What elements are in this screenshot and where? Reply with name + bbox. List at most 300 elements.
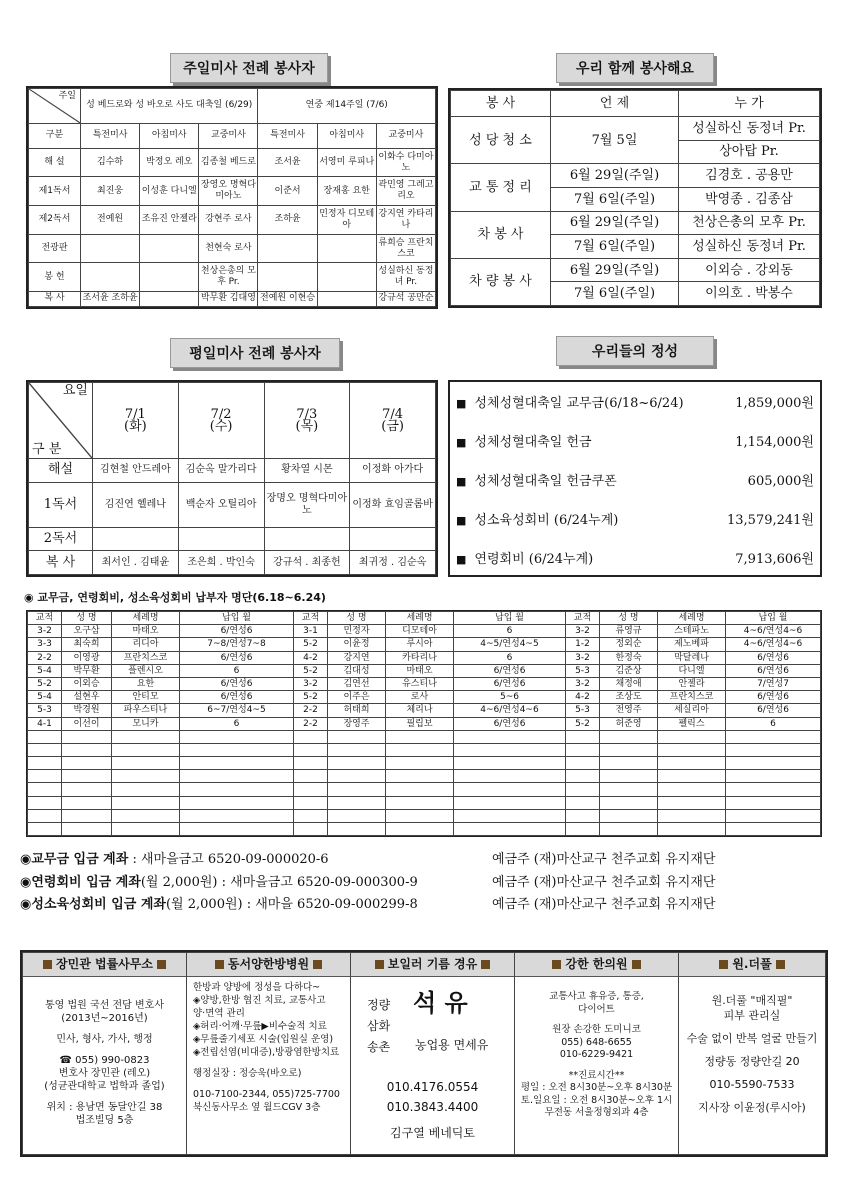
- payer-cell: 6: [454, 625, 566, 638]
- together-header: 언 제: [551, 91, 679, 117]
- sunday-cell: 전예원: [81, 206, 140, 235]
- group-date: 6월 29일(주일): [551, 164, 679, 188]
- payer-cell: 로사: [386, 691, 454, 704]
- payer-cell: 6: [180, 717, 294, 730]
- payer-cell: 플렌시오: [112, 664, 180, 677]
- payer-cell: 마태오: [112, 625, 180, 638]
- ad-line: (2013년~2016년): [61, 1013, 148, 1024]
- weekday-cell: 강규석 . 최종헌: [264, 551, 350, 575]
- payer-cell: 오구삼: [62, 625, 112, 638]
- offering-box: [448, 380, 822, 577]
- payer-cell: 리디아: [112, 638, 180, 651]
- payers-header: 교적: [566, 612, 600, 625]
- payer-cell: 6: [726, 717, 821, 730]
- payer-cell: [180, 823, 294, 836]
- weekday-cell: 이정화 아가다: [350, 459, 436, 483]
- payers-title: ◉ 교무금, 연령회비, 성소육성회비 납부자 명단(6.18~6.24): [24, 591, 326, 604]
- ad-line: 정량동 정량안길 20: [704, 1055, 800, 1068]
- ad-line: [193, 1080, 350, 1088]
- sunday-cell: 강규석 공만순: [376, 291, 435, 306]
- payer-cell: [28, 743, 62, 756]
- ad-line: [23, 1025, 186, 1033]
- row-label: 1독서: [29, 482, 93, 527]
- payer-cell: 3-3: [28, 638, 62, 651]
- payer-cell: 3-1: [294, 625, 328, 638]
- payer-cell: [566, 783, 600, 796]
- payer-cell: 4-2: [566, 691, 600, 704]
- payer-cell: [600, 770, 658, 783]
- payer-cell: [600, 757, 658, 770]
- offering-amount: 1,154,000원: [735, 435, 814, 450]
- payer-cell: [28, 757, 62, 770]
- payer-cell: [62, 809, 112, 822]
- payer-cell: 조상도: [600, 691, 658, 704]
- payer-cell: 디모테아: [386, 625, 454, 638]
- account-holder: 예금주 (재)마산교구 천주교회 유지재단: [492, 875, 716, 890]
- payer-cell: 안티모: [112, 691, 180, 704]
- ad-line: 010-6229-9421: [559, 1049, 634, 1060]
- payer-cell: [726, 783, 821, 796]
- payer-cell: 6: [180, 664, 294, 677]
- weekday-day: 7/2 (수): [178, 383, 264, 459]
- ad-line: **진료시간**: [568, 1069, 625, 1081]
- payer-cell: [112, 823, 180, 836]
- ad-line: 지사장 이윤정(루시아): [698, 1101, 806, 1114]
- payer-cell: [454, 743, 566, 756]
- payer-cell: 필립보: [386, 717, 454, 730]
- payer-cell: [658, 770, 726, 783]
- payer-cell: 루시아: [386, 638, 454, 651]
- payer-cell: 2-2: [294, 704, 328, 717]
- payer-cell: 3-2: [566, 677, 600, 690]
- ad-line: [23, 1093, 186, 1101]
- payer-cell: 7~8/연성7~8: [180, 638, 294, 651]
- payer-cell: [180, 783, 294, 796]
- ad-line: 055) 648-6655: [561, 1036, 632, 1048]
- payers-table: [26, 610, 822, 837]
- offering-amount: 7,913,606원: [735, 552, 814, 567]
- payers-header: 납입 월: [726, 612, 821, 625]
- payer-cell: [28, 730, 62, 743]
- payer-cell: [726, 770, 821, 783]
- together-table: [448, 88, 822, 308]
- sunday-cell: [317, 291, 376, 306]
- sunday-cell: 조서윤 조하윤: [81, 291, 140, 306]
- payer-cell: 김준상: [600, 664, 658, 677]
- payer-cell: [454, 770, 566, 783]
- payer-cell: [28, 770, 62, 783]
- payer-cell: 6/연성6: [726, 664, 821, 677]
- corner-bottom: 구분: [29, 123, 81, 148]
- ad-line: 김구열 베네딕토: [390, 1126, 475, 1140]
- payer-cell: [328, 770, 386, 783]
- ad-line: ☎ 055) 990-0823: [59, 1055, 150, 1066]
- payer-cell: [180, 796, 294, 809]
- group-who: 박영종 . 김종삼: [679, 187, 820, 211]
- payer-cell: 박경원: [62, 704, 112, 717]
- ad-line: 010.3843.4400: [386, 1100, 479, 1114]
- ad-line: [23, 1046, 186, 1054]
- ad-line: ◈전립선염(비대증),방광염한방치료: [193, 1047, 340, 1058]
- offering-amount: 1,859,000원: [735, 396, 814, 411]
- payer-cell: 4~6/연성4~6: [726, 638, 821, 651]
- payer-cell: [386, 743, 454, 756]
- payer-cell: [294, 743, 328, 756]
- payer-cell: [62, 743, 112, 756]
- ad-line: [515, 1062, 678, 1070]
- row-label: 전광판: [29, 234, 81, 263]
- weekday-cell: 황차열 시몬: [264, 459, 350, 483]
- payer-cell: [658, 783, 726, 796]
- payer-cell: 민정자: [328, 625, 386, 638]
- payer-cell: 장영주: [328, 717, 386, 730]
- payer-cell: 5-4: [28, 691, 62, 704]
- sunday-cell: 장영오 명혁다미아노: [199, 177, 258, 206]
- payer-cell: [726, 757, 821, 770]
- payer-cell: 7/연성7: [726, 677, 821, 690]
- offering-text: 성체성혈대축일 교무금(6/18~6/24): [474, 396, 684, 411]
- group-label: 차 량 봉 사: [451, 258, 551, 305]
- weekday-cell: 김순옥 말가리다: [178, 459, 264, 483]
- payer-cell: 6/연성6: [726, 704, 821, 717]
- offering-amount: 13,579,241원: [727, 513, 814, 528]
- payer-cell: [328, 783, 386, 796]
- payer-cell: [386, 783, 454, 796]
- ad-line: 010-7100-2344, 055)725-7700: [193, 1089, 340, 1100]
- payer-cell: 제노베파: [658, 638, 726, 651]
- ad-line: [679, 1092, 825, 1100]
- account-holder: 예금주 (재)마산교구 천주교회 유지재단: [492, 897, 716, 912]
- sunday-cell: [140, 291, 199, 306]
- payer-cell: 5-2: [294, 638, 328, 651]
- payer-cell: 정외순: [600, 638, 658, 651]
- account-line: ◉성소육성회비 입금 계좌(월 2,000원) : 새마을 6520-09-000299-8: [20, 897, 418, 912]
- sunday-cell: 강지연 카타리나: [376, 206, 435, 235]
- payer-cell: 5-3: [566, 704, 600, 717]
- sunday-title: 주일미사 전례 봉사자: [170, 53, 328, 83]
- weekday-cell: 김진연 헬레나: [93, 482, 179, 527]
- payer-cell: 3-2: [566, 625, 600, 638]
- payer-cell: [328, 743, 386, 756]
- group-who: 이외승 . 강외동: [679, 258, 820, 282]
- payer-cell: 6: [454, 651, 566, 664]
- payers-header: 세례명: [112, 612, 180, 625]
- payer-cell: 요한: [112, 677, 180, 690]
- payer-cell: [112, 757, 180, 770]
- payer-cell: [328, 757, 386, 770]
- payer-cell: [62, 823, 112, 836]
- group-who: 성실하신 동정녀 Pr.: [679, 117, 820, 141]
- weekday-cell: 이정화 효임골롬바: [350, 482, 436, 527]
- payer-cell: [294, 783, 328, 796]
- payer-cell: 4-1: [28, 717, 62, 730]
- payers-header: 세례명: [658, 612, 726, 625]
- ad-line: ◈양방,한방 협진 치료, 교통사고: [193, 995, 326, 1006]
- payer-cell: 6~7/연성4~5: [180, 704, 294, 717]
- payer-cell: [386, 730, 454, 743]
- group-who: 상아탑 Pr.: [679, 140, 820, 164]
- payer-cell: 5-2: [294, 664, 328, 677]
- payer-cell: 막달레나: [658, 651, 726, 664]
- payer-cell: 설현우: [62, 691, 112, 704]
- payer-cell: [62, 730, 112, 743]
- group-date: 6월 29일(주일): [551, 211, 679, 235]
- sunday-cell: 박무환 김대영: [199, 291, 258, 306]
- payer-cell: [600, 783, 658, 796]
- offering-label: ■ 성소육성회비 (6/24누계): [456, 513, 619, 528]
- payer-cell: [294, 770, 328, 783]
- ad-line: ◈허리·어깨·무릎▶비수술적 치료: [193, 1021, 327, 1032]
- payer-cell: 6/연성6: [180, 651, 294, 664]
- row-label: 해설: [29, 459, 93, 483]
- account-holder: 예금주 (재)마산교구 천주교회 유지재단: [492, 852, 716, 867]
- offering-item: [450, 421, 820, 460]
- offering-label: ■ 성체성혈대축일 헌금쿠폰: [456, 474, 617, 489]
- sunday-cell: 류희승 프란치스코: [376, 234, 435, 263]
- group-label: 차 봉 사: [451, 211, 551, 258]
- payer-cell: [62, 783, 112, 796]
- payers-header: 세례명: [386, 612, 454, 625]
- payer-cell: [658, 730, 726, 743]
- payer-cell: 5-2: [294, 691, 328, 704]
- payer-cell: 스테파노: [658, 625, 726, 638]
- row-label: 복 사: [29, 551, 93, 575]
- payer-cell: 3-2: [28, 625, 62, 638]
- ads-strip: [20, 950, 828, 1157]
- payer-cell: 이주은: [328, 691, 386, 704]
- sunday-cell: 이준서: [258, 177, 317, 206]
- subheader: 특전미사: [81, 123, 140, 148]
- ad-line: 북신동사무소 옆 월드CGV 3층: [193, 1102, 321, 1113]
- ad-skin: 원.더풀 원.더풀 "매직필" 피부 관리실 수술 없이 반복 얼굴 만들기 정량동 정량안길 20 010-5590-7533 지사장 이윤정(루시아): [679, 953, 826, 1155]
- offering-title: 우리들의 정성: [556, 336, 714, 366]
- sunday-cell: 조유진 안젤라: [140, 206, 199, 235]
- payer-cell: 이영광: [62, 651, 112, 664]
- payer-cell: 2-2: [294, 717, 328, 730]
- offering-label: ■ 성체성혈대축일 헌금: [456, 435, 592, 450]
- payer-cell: 최숙희: [62, 638, 112, 651]
- payer-cell: 허태희: [328, 704, 386, 717]
- payer-cell: 프란치스코: [112, 651, 180, 664]
- payer-cell: 2-2: [28, 651, 62, 664]
- payer-cell: [566, 730, 600, 743]
- row-label: 봉 헌: [29, 263, 81, 292]
- payer-cell: [294, 730, 328, 743]
- ad-line: 법조빌딩 5층: [75, 1115, 134, 1126]
- row-label: 제1독서: [29, 177, 81, 206]
- sunday-cell: 김종철 베드로: [199, 148, 258, 177]
- payer-cell: 이외승: [62, 677, 112, 690]
- payer-cell: [112, 770, 180, 783]
- ad-line: 민사, 형사, 가사, 행정: [56, 1034, 153, 1045]
- ad-line: (성균관대학교 법학과 졸업): [44, 1081, 165, 1092]
- offering-text: 성체성혈대축일 헌금: [474, 435, 592, 450]
- payer-cell: 전영주: [600, 704, 658, 717]
- sunday-col2-header: 연중 제14주일 (7/6): [258, 89, 436, 124]
- payer-cell: [600, 743, 658, 756]
- payer-cell: 강지연: [328, 651, 386, 664]
- ad-line: 교통사고 휴유증, 통증,: [549, 991, 644, 1002]
- ad-line: 010-5590-7533: [709, 1078, 795, 1091]
- payer-cell: [62, 770, 112, 783]
- sunday-cell: [81, 263, 140, 292]
- payers-header: 성 명: [328, 612, 386, 625]
- ad-line: 무전동 서울정형외과 4층: [544, 1107, 649, 1118]
- payer-cell: [386, 757, 454, 770]
- payer-cell: 류영규: [600, 625, 658, 638]
- payer-cell: [294, 757, 328, 770]
- payer-cell: [180, 809, 294, 822]
- ad-line: 위치 : 용남면 동달안길 38: [46, 1102, 163, 1113]
- payer-cell: [566, 770, 600, 783]
- payer-cell: [726, 823, 821, 836]
- payer-cell: 박무환: [62, 664, 112, 677]
- payer-cell: 6/연성6: [726, 691, 821, 704]
- payer-cell: [386, 823, 454, 836]
- offering-amount: 605,000원: [747, 474, 814, 489]
- subheader: 아침미사: [140, 123, 199, 148]
- payer-cell: 4~6/연성4~6: [454, 704, 566, 717]
- payer-cell: [386, 796, 454, 809]
- payer-cell: 채정애: [600, 677, 658, 690]
- payer-cell: 5-2: [28, 677, 62, 690]
- payer-cell: 4~5/연성4~5: [454, 638, 566, 651]
- payer-cell: [112, 809, 180, 822]
- sunday-cell: [140, 263, 199, 292]
- offering-item: [450, 538, 820, 577]
- payer-cell: [566, 743, 600, 756]
- ad-hospital: 동서양한방병원 한방과 양방에 정성을 다하다~ ◈양방,한방 협진 치료, 교통사고 양·면역 관리 ◈허리·어깨·무릎▶비수술적 치료 ◈무릎줄기세포 시술(입원실 운영) ◈전립선염(비대증),방광염한방치료 행정실장 : 정승욱(바오로) 010-7100-2344, 055)725-7700 북신동사무소 옆 월드CGV 3층: [187, 953, 351, 1155]
- corner-cell: 주일: [29, 89, 81, 124]
- payer-cell: 5~6: [454, 691, 566, 704]
- together-header: 누 가: [679, 91, 820, 117]
- ad-line: 한방과 양방에 정성을 다하다~: [193, 982, 321, 993]
- ad-line: 송촌: [367, 1040, 391, 1054]
- payer-cell: 3-2: [566, 651, 600, 664]
- sunday-cell: 이성훈 다니엘: [140, 177, 199, 206]
- payer-cell: [294, 809, 328, 822]
- subheader: 아침미사: [317, 123, 376, 148]
- offering-text: 성체성혈대축일 헌금쿠폰: [474, 474, 617, 489]
- sunday-cell: 조서윤: [258, 148, 317, 177]
- ad-clinic: 강한 한의원 교통사고 휴유증, 통증, 다이어트 원장 손강한 도미니코 055) 648-6655 010-6229-9421 **진료시간** 평일 : 오전 8시30분~오후 8시30분 토.일요일 : 오전 8시30분~오후 1시 무전동 서울정형외과 4층: [515, 953, 679, 1155]
- ad-line: 010.4176.0554: [386, 1080, 479, 1094]
- subheader: 교중미사: [199, 123, 258, 148]
- weekday-day: 7/1 (화): [93, 383, 179, 459]
- payer-cell: [112, 783, 180, 796]
- payer-cell: [454, 730, 566, 743]
- payer-cell: [112, 796, 180, 809]
- ad-line: 정량: [367, 998, 391, 1012]
- payer-cell: [658, 809, 726, 822]
- sunday-cell: 조하윤: [258, 206, 317, 235]
- payer-cell: [28, 823, 62, 836]
- payer-cell: [600, 809, 658, 822]
- payer-cell: 6/연성6: [454, 677, 566, 690]
- payer-cell: [180, 730, 294, 743]
- payer-cell: [454, 757, 566, 770]
- ad-line: 피부 관리실: [723, 1009, 781, 1022]
- payer-cell: [566, 823, 600, 836]
- payer-cell: [726, 796, 821, 809]
- payer-cell: [386, 809, 454, 822]
- ad-line: 평일 : 오전 8시30분~오후 8시30분: [520, 1082, 673, 1093]
- payer-cell: 1-2: [566, 638, 600, 651]
- payer-cell: [726, 809, 821, 822]
- payer-cell: [454, 783, 566, 796]
- ad-line: [193, 1059, 350, 1067]
- payer-cell: 세실리아: [658, 704, 726, 717]
- sunday-cell: 천상은총의 모후 Pr.: [199, 263, 258, 292]
- payer-cell: 한정숙: [600, 651, 658, 664]
- sunday-cell: 서영미 루피나: [317, 148, 376, 177]
- group-date: 7월 6일(주일): [551, 187, 679, 211]
- ad-line: [679, 1046, 825, 1054]
- payer-cell: [112, 730, 180, 743]
- payer-cell: [600, 823, 658, 836]
- payer-cell: [566, 809, 600, 822]
- payer-cell: 이윤정: [328, 638, 386, 651]
- weekday-title: 평일미사 전례 봉사자: [170, 338, 340, 368]
- sunday-cell: 김수하: [81, 148, 140, 177]
- payer-cell: 파우스티나: [112, 704, 180, 717]
- payer-cell: 다니엘: [658, 664, 726, 677]
- ad-line: 양·면역 관리: [193, 1008, 245, 1019]
- ad-line: 행정실장 : 정승욱(바오로): [193, 1068, 302, 1079]
- payer-cell: [658, 823, 726, 836]
- ad-line: 원.더풀 "매직필": [711, 994, 793, 1007]
- payer-cell: [566, 757, 600, 770]
- sunday-cell: 민정자 디모테아: [317, 206, 376, 235]
- offering-text: 연령회비 (6/24누계): [474, 552, 594, 567]
- payer-cell: [28, 783, 62, 796]
- group-label: 성 당 청 소: [451, 117, 551, 164]
- payer-cell: [28, 809, 62, 822]
- payer-cell: 6/연성6: [180, 691, 294, 704]
- row-label: 해 설: [29, 148, 81, 177]
- weekday-cell: 최서인 . 김태윤: [93, 551, 179, 575]
- payer-cell: 4-2: [294, 651, 328, 664]
- weekday-cell: [93, 527, 179, 551]
- ad-line: 원장 손강한 도미니코: [552, 1024, 641, 1035]
- weekday-cell: 조은희 . 박인숙: [178, 551, 264, 575]
- payer-cell: 5-3: [566, 664, 600, 677]
- payer-cell: 유스티나: [386, 677, 454, 690]
- payer-cell: 3-2: [294, 677, 328, 690]
- payer-cell: [454, 809, 566, 822]
- group-date: 7월 5일: [551, 117, 679, 164]
- offering-item: [450, 499, 820, 538]
- payer-cell: [328, 796, 386, 809]
- together-title: 우리 함께 봉사해요: [556, 53, 714, 83]
- offering-label: ■ 성체성혈대축일 교무금(6/18~6/24): [456, 396, 684, 411]
- payer-cell: [658, 743, 726, 756]
- sunday-col1-header: 성 베드로와 성 바오로 사도 대축일 (6/29): [81, 89, 258, 124]
- payer-cell: 프란치스코: [658, 691, 726, 704]
- sunday-cell: 전예원 이현승: [258, 291, 317, 306]
- payer-cell: [294, 823, 328, 836]
- payer-cell: [62, 757, 112, 770]
- ad-line: 삼화: [367, 1019, 391, 1033]
- payer-cell: 펠릭스: [658, 717, 726, 730]
- ad-line: [679, 1023, 825, 1031]
- payer-cell: 4~6/연성4~6: [726, 625, 821, 638]
- weekday-cell: [178, 527, 264, 551]
- group-who: 김경호 . 공용만: [679, 164, 820, 188]
- payer-cell: [180, 770, 294, 783]
- offering-label: ■ 연령회비 (6/24누계): [456, 552, 594, 567]
- ad-line: [515, 1016, 678, 1024]
